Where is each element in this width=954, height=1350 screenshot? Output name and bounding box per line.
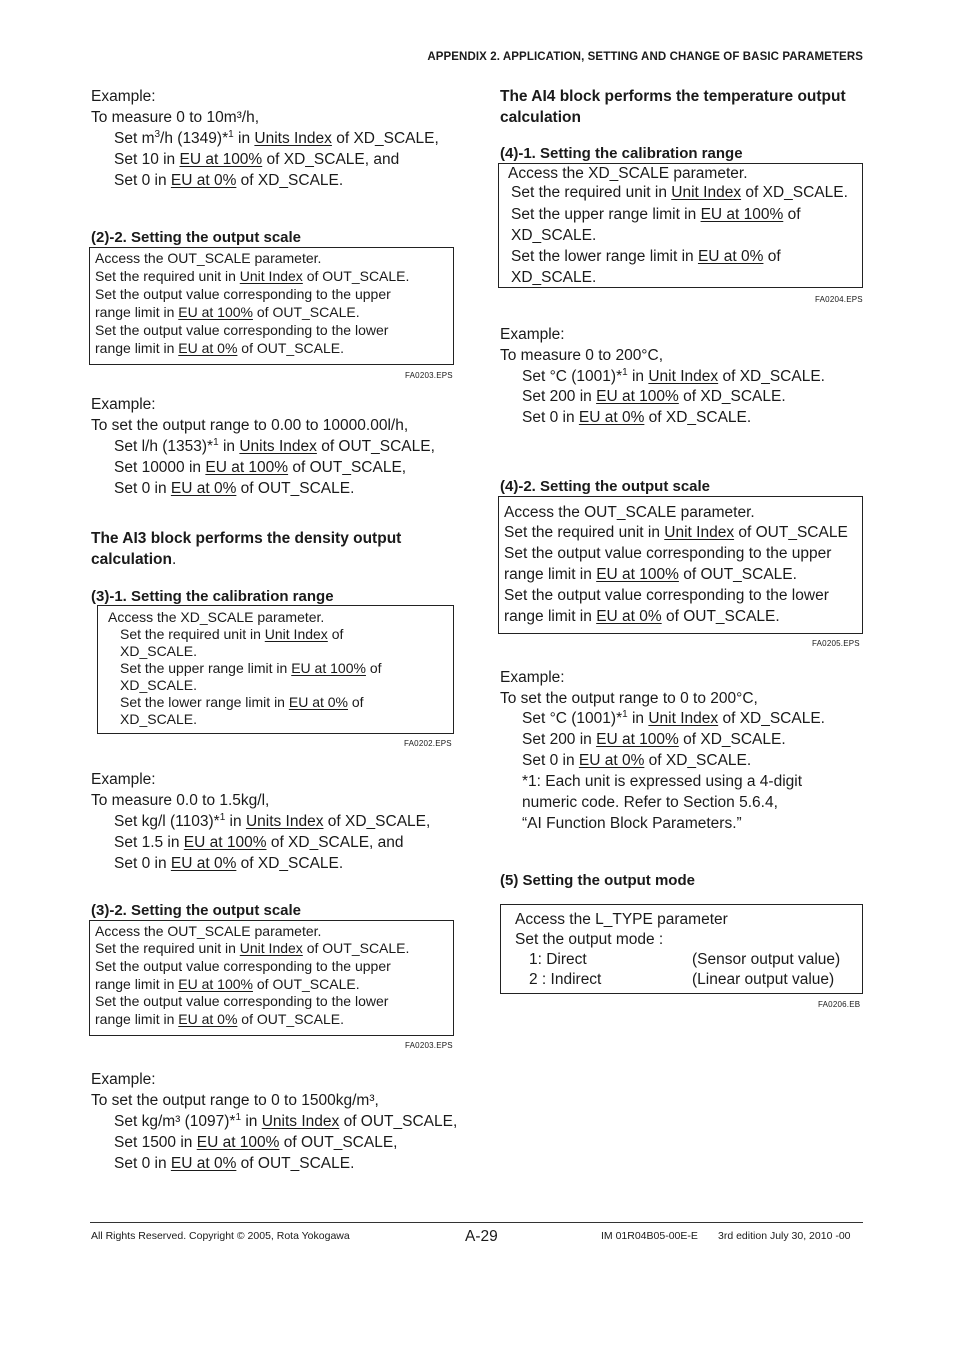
box-line: Set the lower range limit in EU at 0% of — [511, 248, 781, 265]
box-line: Set the lower range limit in EU at 0% of — [120, 694, 364, 710]
example-line: Set 200 in EU at 100% of XD_SCALE. — [522, 731, 786, 748]
box-line: XD_SCALE. — [120, 643, 198, 659]
box-line: Set the required unit in Unit Index of OUT_SCALE. — [95, 940, 410, 956]
example-line: Set $m^3/h$ (1349)*$^1$ in Units Index of XD_SCALE, — [114, 128, 439, 147]
procedure-box — [498, 496, 863, 634]
lead-paragraph: The AI3 block performs the density output calculation. — [91, 530, 402, 568]
example-title: Example: — [500, 669, 565, 686]
example-line: Set kg/m³ (1097)*$^1$ in Units Index of OUT_SCALE, — [114, 1111, 458, 1130]
example-line: Set 0 in EU at 0% of OUT_SCALE. — [114, 1155, 355, 1172]
example-line: To set the output range to 0 to 1500kg/m³, — [91, 1092, 379, 1109]
box-line: XD_SCALE. — [511, 269, 597, 286]
footnote: *1: Each unit is expressed using a 4-digit — [522, 773, 803, 790]
box-line: Set the required unit in Unit Index of XD_SCALE. — [511, 184, 848, 201]
box-line: Access the XD_SCALE parameter. — [508, 165, 748, 182]
box-line: Access the OUT_SCALE parameter. — [504, 504, 755, 521]
box-line: Set the required unit in Unit Index of OUT_SCALE — [504, 524, 848, 541]
example-line: To set the output range to 0 to 200°C, — [500, 690, 758, 707]
box-line: range limit in EU at 0% of OUT_SCALE. — [95, 1011, 344, 1027]
example-line: Set °C (1001)*$^1$ in Unit Index of XD_SCALE. — [522, 366, 825, 385]
box-line: Set the output value corresponding to the upper — [504, 545, 832, 562]
example-line: Set 0 in EU at 0% of XD_SCALE. — [114, 172, 344, 189]
example-title: Example: — [500, 326, 565, 343]
box-line: Access the XD_SCALE parameter. — [108, 609, 325, 625]
example-line: Set 1500 in EU at 100% of OUT_SCALE, — [114, 1134, 398, 1151]
figure-id: FA0203.EPS — [405, 371, 453, 380]
box-line: XD_SCALE. — [120, 677, 198, 693]
box-line: Access the OUT_SCALE parameter. — [95, 250, 322, 266]
option-label: 1: Direct — [529, 951, 587, 968]
example-line: Set 0 in EU at 0% of XD_SCALE. — [522, 409, 752, 426]
figure-id: FA0202.EPS — [404, 739, 452, 748]
option-label: 2 : Indirect — [529, 971, 602, 988]
example-line: Set 0 in EU at 0% of OUT_SCALE. — [114, 480, 355, 497]
box-line: Set the required unit in Unit Index of — [120, 626, 344, 642]
section-heading: (2)-2. Setting the output scale — [91, 229, 302, 246]
example-line: To measure 0 to 200°C, — [500, 347, 664, 364]
page-header: APPENDIX 2. APPLICATION, SETTING AND CHANGE OF BASIC PARAMETERS — [427, 51, 863, 63]
figure-id: FA0204.EPS — [815, 295, 863, 304]
example-title: Example: — [91, 88, 156, 105]
figure-id: FA0206.EB — [818, 1000, 861, 1009]
example-line: To measure 0.0 to 1.5kg/l, — [91, 792, 270, 809]
box-line: range limit in EU at 100% of OUT_SCALE. — [95, 304, 360, 320]
procedure-box — [498, 163, 863, 288]
box-line: range limit in EU at 100% of OUT_SCALE. — [95, 976, 360, 992]
page-number: A-29 — [465, 1228, 498, 1245]
procedure-box — [89, 247, 454, 365]
box-line: Set the output value corresponding to the upper — [95, 958, 391, 974]
lead-paragraph: The AI4 block performs the temperature output calculation — [500, 88, 846, 126]
box-line: Set the required unit in Unit Index of OUT_SCALE. — [95, 268, 410, 284]
copyright: All Rights Reserved. Copyright © 2005, Rota Yokogawa — [91, 1230, 350, 1242]
edition: 3rd edition July 30, 2010 -00 — [718, 1230, 851, 1242]
example-title: Example: — [91, 1071, 156, 1088]
example-line: Set 1.5 in EU at 100% of XD_SCALE, and — [114, 834, 404, 851]
section-heading: (3)-1. Setting the calibration range — [91, 588, 334, 605]
option-desc: (Sensor output value) — [692, 951, 841, 968]
box-line: Set the upper range limit in EU at 100% of — [120, 660, 382, 676]
example-line: To set the output range to 0.00 to 10000.00l/h, — [91, 417, 409, 434]
section-heading: (3)-2. Setting the output scale — [91, 902, 302, 919]
box-line: XD_SCALE. — [120, 711, 198, 727]
box-line: Set the output value corresponding to the lower — [504, 587, 829, 604]
box-line: Set the upper range limit in EU at 100% of — [511, 206, 801, 223]
example-title: Example: — [91, 396, 156, 413]
option-desc: (Linear output value) — [692, 971, 835, 988]
box-line: Set the output value corresponding to the upper — [95, 286, 391, 302]
document-number: IM 01R04B05-00E-E — [601, 1230, 698, 1242]
box-line: XD_SCALE. — [511, 227, 597, 244]
section-heading: (5) Setting the output mode — [500, 872, 695, 889]
example-line: Set 0 in EU at 0% of XD_SCALE. — [114, 855, 344, 872]
box-line: range limit in EU at 100% of OUT_SCALE. — [504, 566, 797, 583]
section-heading: (4)-2. Setting the output scale — [500, 478, 711, 495]
example-line: Set 10 in EU at 100% of XD_SCALE, and — [114, 151, 400, 168]
box-line: Access the OUT_SCALE parameter. — [95, 923, 322, 939]
box-line: Access the L_TYPE parameter — [515, 911, 728, 928]
example-line: To measure 0 to 10m³/h, — [91, 109, 259, 126]
box-line: range limit in EU at 0% of OUT_SCALE. — [504, 608, 780, 625]
figure-id: FA0203.EPS — [405, 1041, 453, 1050]
footnote: “AI Function Block Parameters.” — [522, 815, 742, 832]
example-line: Set 10000 in EU at 100% of OUT_SCALE, — [114, 459, 407, 476]
procedure-box — [97, 605, 454, 734]
procedure-box — [89, 920, 454, 1036]
example-line: Set 0 in EU at 0% of XD_SCALE. — [522, 752, 752, 769]
box-line: Set the output value corresponding to the lower — [95, 322, 389, 338]
box-line: Set the output value corresponding to the lower — [95, 993, 389, 1009]
procedure-box — [500, 904, 863, 994]
footnote: numeric code. Refer to Section 5.6.4, — [522, 794, 778, 811]
example-line: Set 200 in EU at 100% of XD_SCALE. — [522, 388, 786, 405]
box-line: range limit in EU at 0% of OUT_SCALE. — [95, 340, 344, 356]
example-line: Set °C (1001)*$^1$ in Unit Index of XD_SCALE. — [522, 708, 825, 727]
section-heading: (4)-1. Setting the calibration range — [500, 145, 743, 162]
footer-rule — [90, 1222, 863, 1223]
example-line: Set kg/l (1103)*$^1$ in Units Index of XD_SCALE, — [114, 811, 431, 830]
example-title: Example: — [91, 771, 156, 788]
box-line: Set the output mode : — [515, 931, 664, 948]
figure-id: FA0205.EPS — [812, 639, 860, 648]
example-line: Set l/h (1353)*$^1$ in Units Index of OUT_SCALE, — [114, 436, 435, 455]
